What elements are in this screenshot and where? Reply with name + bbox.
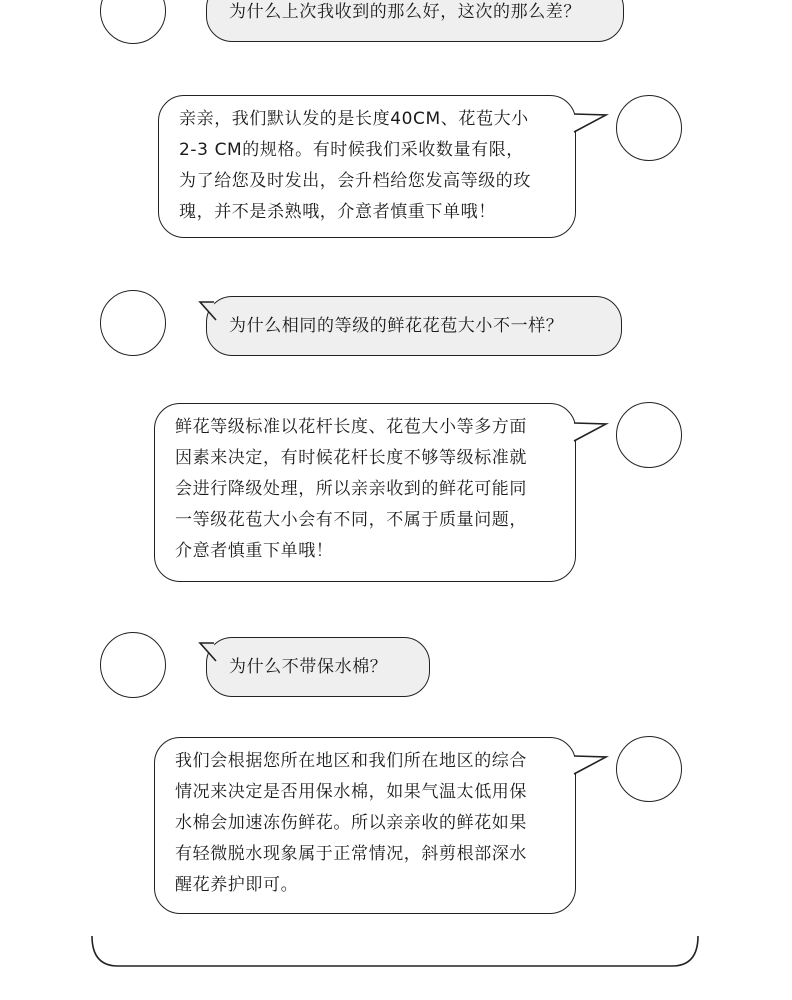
question-text: 为什么相同的等级的鲜花花苞大小不一样？: [229, 315, 564, 336]
customer-avatar: [100, 0, 166, 44]
seller-avatar: [616, 736, 682, 802]
question-bubble: [206, 296, 622, 356]
question-tail: [196, 300, 226, 326]
answer-line: 一等级花苞大小会有不同，不属于质量问题，: [175, 510, 527, 530]
question-text: 为什么上次我收到的那么好，这次的那么差？: [229, 1, 581, 22]
customer-avatar: [100, 632, 166, 698]
answer-line: 鲜花等级标准以花杆长度、花苞大小等多方面: [175, 417, 527, 437]
answer-tail: [566, 110, 608, 140]
answer-line: 2-3 CM的规格。有时候我们采收数量有限，: [179, 140, 524, 160]
seller-avatar: [616, 402, 682, 468]
answer-line: 介意者慎重下单哦！: [175, 541, 334, 561]
answer-line: 会进行降级处理，所以亲亲收到的鲜花可能同: [175, 479, 527, 499]
answer-line: 亲亲，我们默认发的是长度40CM、花苞大小: [179, 109, 529, 129]
answer-line: 醒花养护即可。: [175, 875, 299, 895]
answer-line: 因素来决定，有时候花杆长度不够等级标准就: [175, 448, 527, 468]
answer-line: 有轻微脱水现象属于正常情况，斜剪根部深水: [175, 844, 527, 864]
answer-bubble: [154, 737, 576, 914]
seller-avatar: [616, 95, 682, 161]
answer-line: 我们会根据您所在地区和我们所在地区的综合: [175, 751, 527, 771]
bottom-frame-border: [88, 930, 704, 972]
question-bubble: [206, 637, 430, 697]
answer-tail: [566, 419, 608, 449]
answer-bubble: [154, 403, 576, 582]
answer-line: 瑰，并不是杀熟哦，介意者慎重下单哦！: [179, 202, 496, 222]
answer-line: 情况来决定是否用保水棉，如果气温太低用保: [175, 782, 527, 802]
question-bubble: [206, 0, 624, 42]
question-tail: [196, 641, 226, 667]
answer-tail: [566, 752, 608, 782]
answer-bubble: [158, 95, 576, 238]
question-text: 为什么不带保水棉？: [229, 656, 388, 677]
customer-avatar: [100, 290, 166, 356]
answer-line: 为了给您及时发出，会升档给您发高等级的玫: [179, 171, 531, 191]
answer-line: 水棉会加速冻伤鲜花。所以亲亲收的鲜花如果: [175, 813, 527, 833]
